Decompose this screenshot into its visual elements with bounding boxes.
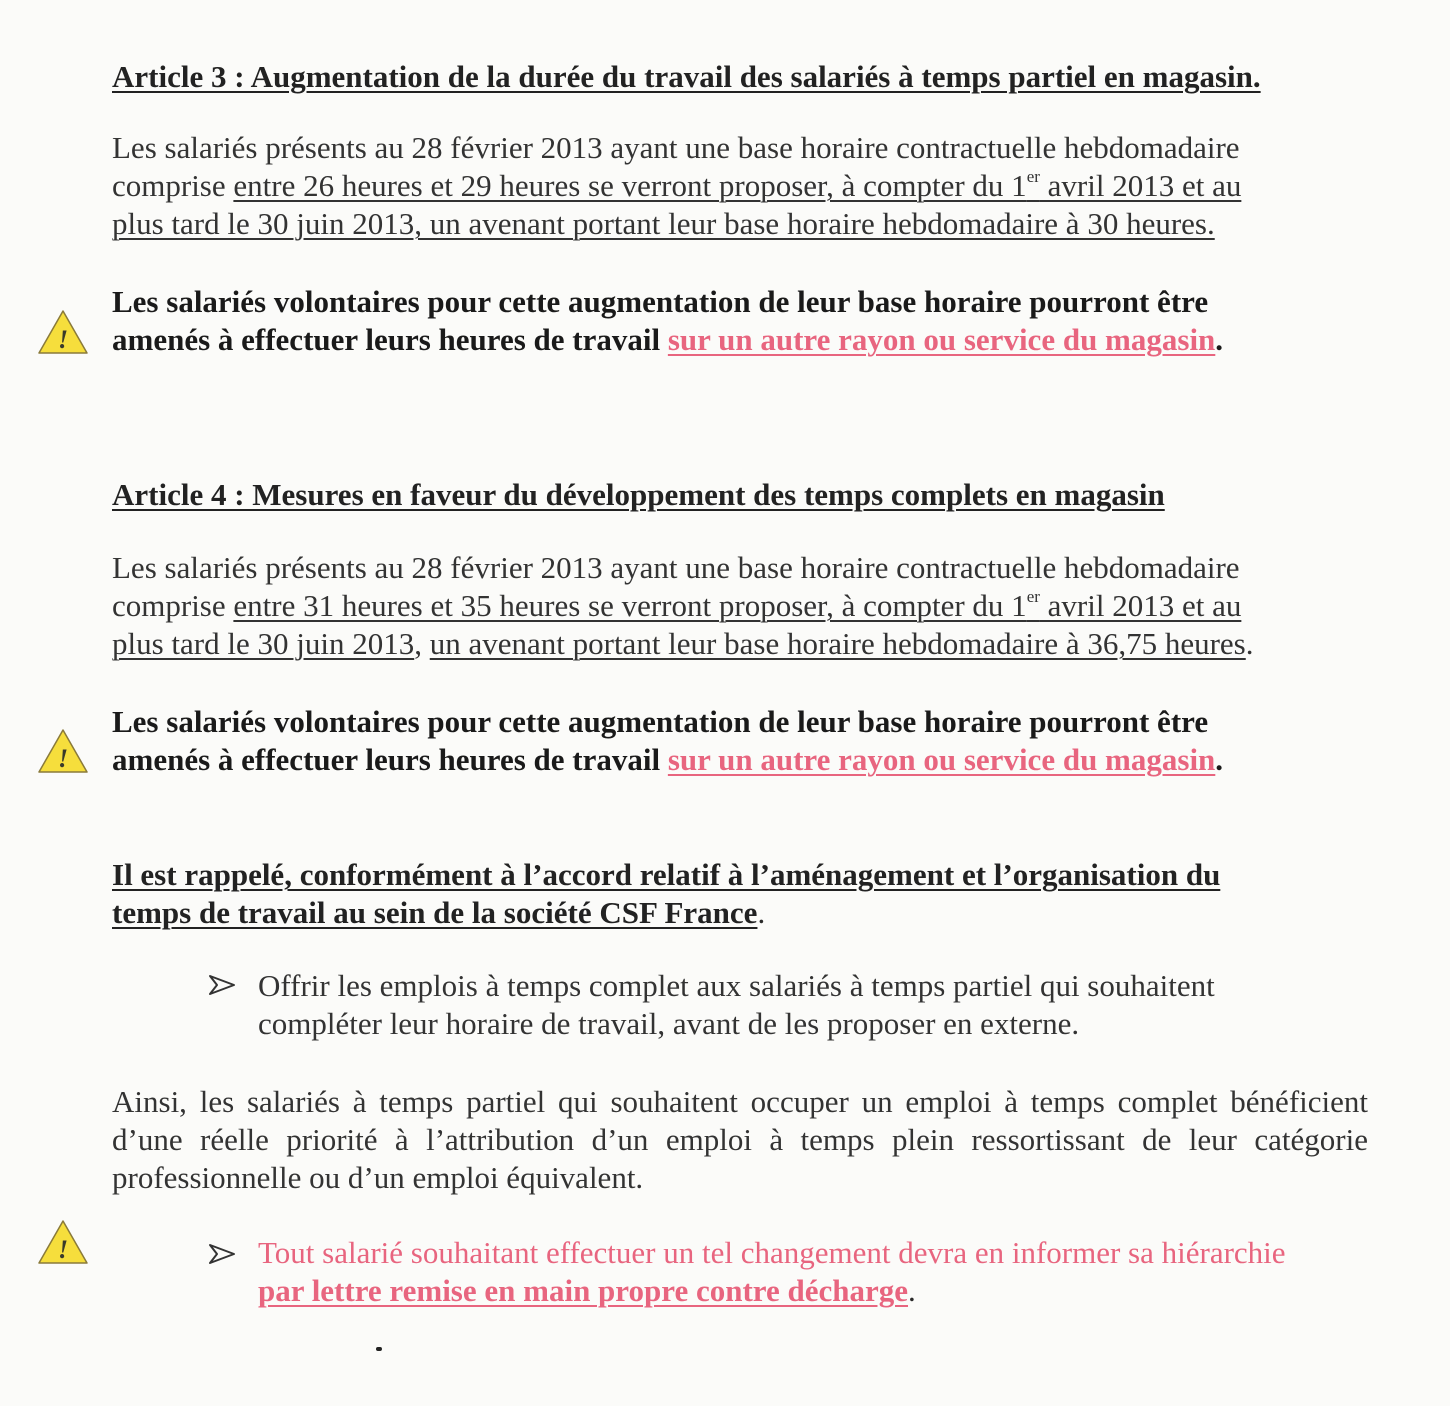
article-3-paragraph [112, 129, 1241, 243]
article-4-heading: Article 4 : Mesures en faveur du développement des temps complets en magasin [112, 477, 1165, 512]
priority-paragraph: Ainsi, les salariés à temps partiel qui souhaitent occuper un emploi à temps complet bénéficient d’une réelle priorité à l’attribution d’un emploi à temps plein ressortissant de leur catégorie professionnelle ou d’un emploi équivalent. [112, 1084, 1368, 1195]
warning-triangle-icon [36, 727, 90, 775]
reminder-heading-line-1: Il est rappelé, conformément à l’accord relatif à l’aménagement et l’organisation du [112, 857, 1221, 892]
article-4-warning-highlight: sur un autre rayon ou service du magasin [667, 742, 1216, 777]
article-3-warning-highlight: sur un autre rayon ou service du magasin [667, 322, 1216, 357]
article-4-warning-line-2: amenés à effectuer leurs heures de travail sur un autre rayon ou service du magasin. [112, 742, 1224, 777]
svg-text:!: ! [57, 744, 69, 773]
reminder-bullet [258, 967, 1215, 1043]
article-3-para-line-2: comprise entre 26 heures et 29 heures se verront proposer, à compter du 1er avril 2013 et au [112, 167, 1242, 203]
final-bullet-highlight: par lettre remise en main propre contre décharge [258, 1273, 909, 1308]
article-3-warning [112, 283, 1223, 359]
reminder-bullet-line-1: Offrir les emplois à temps complet aux salariés à temps partiel qui souhaitent [258, 968, 1215, 1003]
article-4-paragraph [112, 549, 1254, 663]
article-4-para-line-2: comprise entre 31 heures et 35 heures se verront proposer, à compter du 1er avril 2013 et au [112, 587, 1242, 623]
arrow-bullet-icon [208, 1243, 236, 1265]
article-3-heading: Article 3 : Augmentation de la durée du travail des salariés à temps partiel en magasin. [112, 59, 1261, 94]
article-4-warning-line-1: Les salariés volontaires pour cette augmentation de leur base horaire pourront être [112, 704, 1209, 739]
final-bullet-line-1: Tout salarié souhaitant effectuer un tel changement devra en informer sa hiérarchie [258, 1235, 1286, 1270]
reminder-heading [112, 856, 1220, 932]
scan-speck [376, 1347, 382, 1351]
final-bullet-line-2: par lettre remise en main propre contre décharge. [258, 1273, 916, 1308]
warning-triangle-icon [36, 308, 90, 356]
article-4-para-line-1: Les salariés présents au 28 février 2013 ayant une base horaire contractuelle hebdomadaire [112, 550, 1240, 585]
svg-text:!: ! [57, 325, 69, 354]
article-3-warning-line-2: amenés à effectuer leurs heures de travail sur un autre rayon ou service du magasin. [112, 322, 1224, 357]
reminder-bullet-line-2: compléter leur horaire de travail, avant de les proposer en externe. [258, 1006, 1080, 1041]
article-3-para-line-3: plus tard le 30 juin 2013, un avenant portant leur base horaire hebdomadaire à 30 heures. [112, 206, 1215, 241]
article-3-para-line-1: Les salariés présents au 28 février 2013 ayant une base horaire contractuelle hebdomadaire [112, 130, 1240, 165]
reminder-heading-line-2: temps de travail au sein de la société CSF France. [112, 895, 766, 930]
arrow-bullet-icon [208, 974, 236, 996]
article-4-warning [112, 703, 1223, 779]
warning-triangle-icon [36, 1218, 90, 1266]
svg-text:!: ! [57, 1235, 69, 1264]
article-3-warning-line-1: Les salariés volontaires pour cette augmentation de leur base horaire pourront être [112, 284, 1209, 319]
final-bullet [258, 1234, 1286, 1310]
article-4-para-line-3: plus tard le 30 juin 2013, un avenant portant leur base horaire hebdomadaire à 36,75 heures. [112, 626, 1254, 661]
